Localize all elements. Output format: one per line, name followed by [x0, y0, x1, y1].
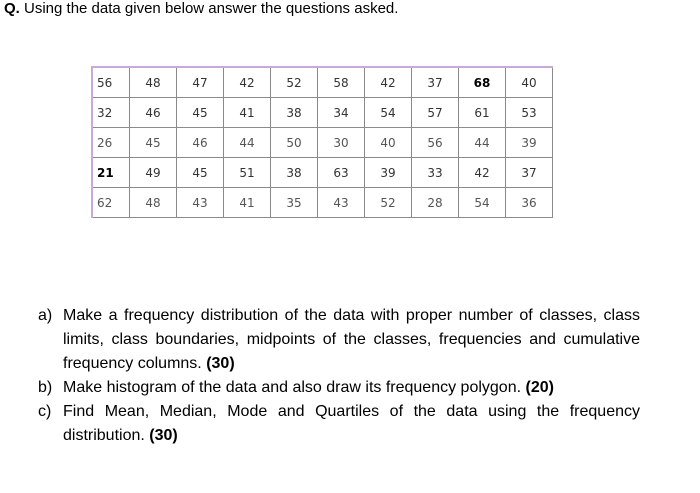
table-cell: 21 [92, 158, 130, 188]
table-cell: 48 [130, 188, 177, 218]
table-cell: 68 [459, 67, 506, 98]
table-cell: 41 [224, 98, 271, 128]
table-row [92, 98, 553, 128]
question-text: Using the data given below answer the questions asked. [24, 0, 399, 17]
table-cell: 42 [224, 67, 271, 98]
table-cell: 26 [92, 128, 130, 158]
table-cell: 28 [412, 188, 459, 218]
table-cell: 42 [459, 158, 506, 188]
table-cell: 36 [506, 188, 553, 218]
table-cell: 56 [412, 128, 459, 158]
table-cell: 39 [365, 158, 412, 188]
table-cell: 49 [130, 158, 177, 188]
question-item-b [38, 376, 640, 400]
table-row [92, 158, 553, 188]
table-cell: 62 [92, 188, 130, 218]
table-cell: 57 [412, 98, 459, 128]
item-marker: c) [38, 403, 52, 420]
table-cell: 53 [506, 98, 553, 128]
table-cell: 63 [318, 158, 365, 188]
table-cell: 37 [506, 158, 553, 188]
table-cell: 46 [177, 128, 224, 158]
data-table [91, 66, 553, 218]
table-cell: 40 [365, 128, 412, 158]
table-cell: 43 [177, 188, 224, 218]
item-text: Make histogram of the data and also draw its frequency polygon. [63, 379, 522, 396]
table-cell: 52 [271, 67, 318, 98]
table-cell: 45 [177, 158, 224, 188]
table-cell: 32 [92, 98, 130, 128]
table-cell: 33 [412, 158, 459, 188]
table-cell: 37 [412, 67, 459, 98]
table-cell: 58 [318, 67, 365, 98]
item-points: (20) [525, 379, 554, 396]
table-cell: 56 [92, 67, 130, 98]
table-cell: 34 [318, 98, 365, 128]
table-cell: 35 [271, 188, 318, 218]
question-prefix: Q. [4, 0, 20, 17]
question-list [38, 304, 640, 448]
table-cell: 44 [459, 128, 506, 158]
table-cell: 39 [506, 128, 553, 158]
table-row [92, 188, 553, 218]
table-cell: 40 [506, 67, 553, 98]
question-item-c [38, 400, 640, 448]
question-heading [4, 0, 398, 18]
table-cell: 42 [365, 67, 412, 98]
table-cell: 61 [459, 98, 506, 128]
table-cell: 30 [318, 128, 365, 158]
table-cell: 51 [224, 158, 271, 188]
item-marker: a) [38, 307, 53, 324]
item-points: (30) [149, 427, 178, 444]
table-cell: 52 [365, 188, 412, 218]
table-row [92, 128, 553, 158]
item-marker: b) [38, 379, 53, 396]
table-cell: 46 [130, 98, 177, 128]
item-points: (30) [206, 355, 235, 372]
table-cell: 47 [177, 67, 224, 98]
table-cell: 44 [224, 128, 271, 158]
item-text: Find Mean, Median, Mode and Quartiles of the data using the frequency distribution. [63, 403, 640, 444]
table-cell: 41 [224, 188, 271, 218]
table-row [92, 67, 553, 98]
table-cell: 54 [365, 98, 412, 128]
table-cell: 38 [271, 158, 318, 188]
table-cell: 43 [318, 188, 365, 218]
item-text: Make a frequency distribution of the data with proper number of classes, class limits, class boundaries, midpoints of the classes, frequencies and cumulative frequency columns. [63, 307, 640, 372]
table-cell: 45 [177, 98, 224, 128]
table-cell: 54 [459, 188, 506, 218]
table-cell: 45 [130, 128, 177, 158]
table-cell: 38 [271, 98, 318, 128]
table-cell: 50 [271, 128, 318, 158]
question-item-a [38, 304, 640, 376]
table-cell: 48 [130, 67, 177, 98]
